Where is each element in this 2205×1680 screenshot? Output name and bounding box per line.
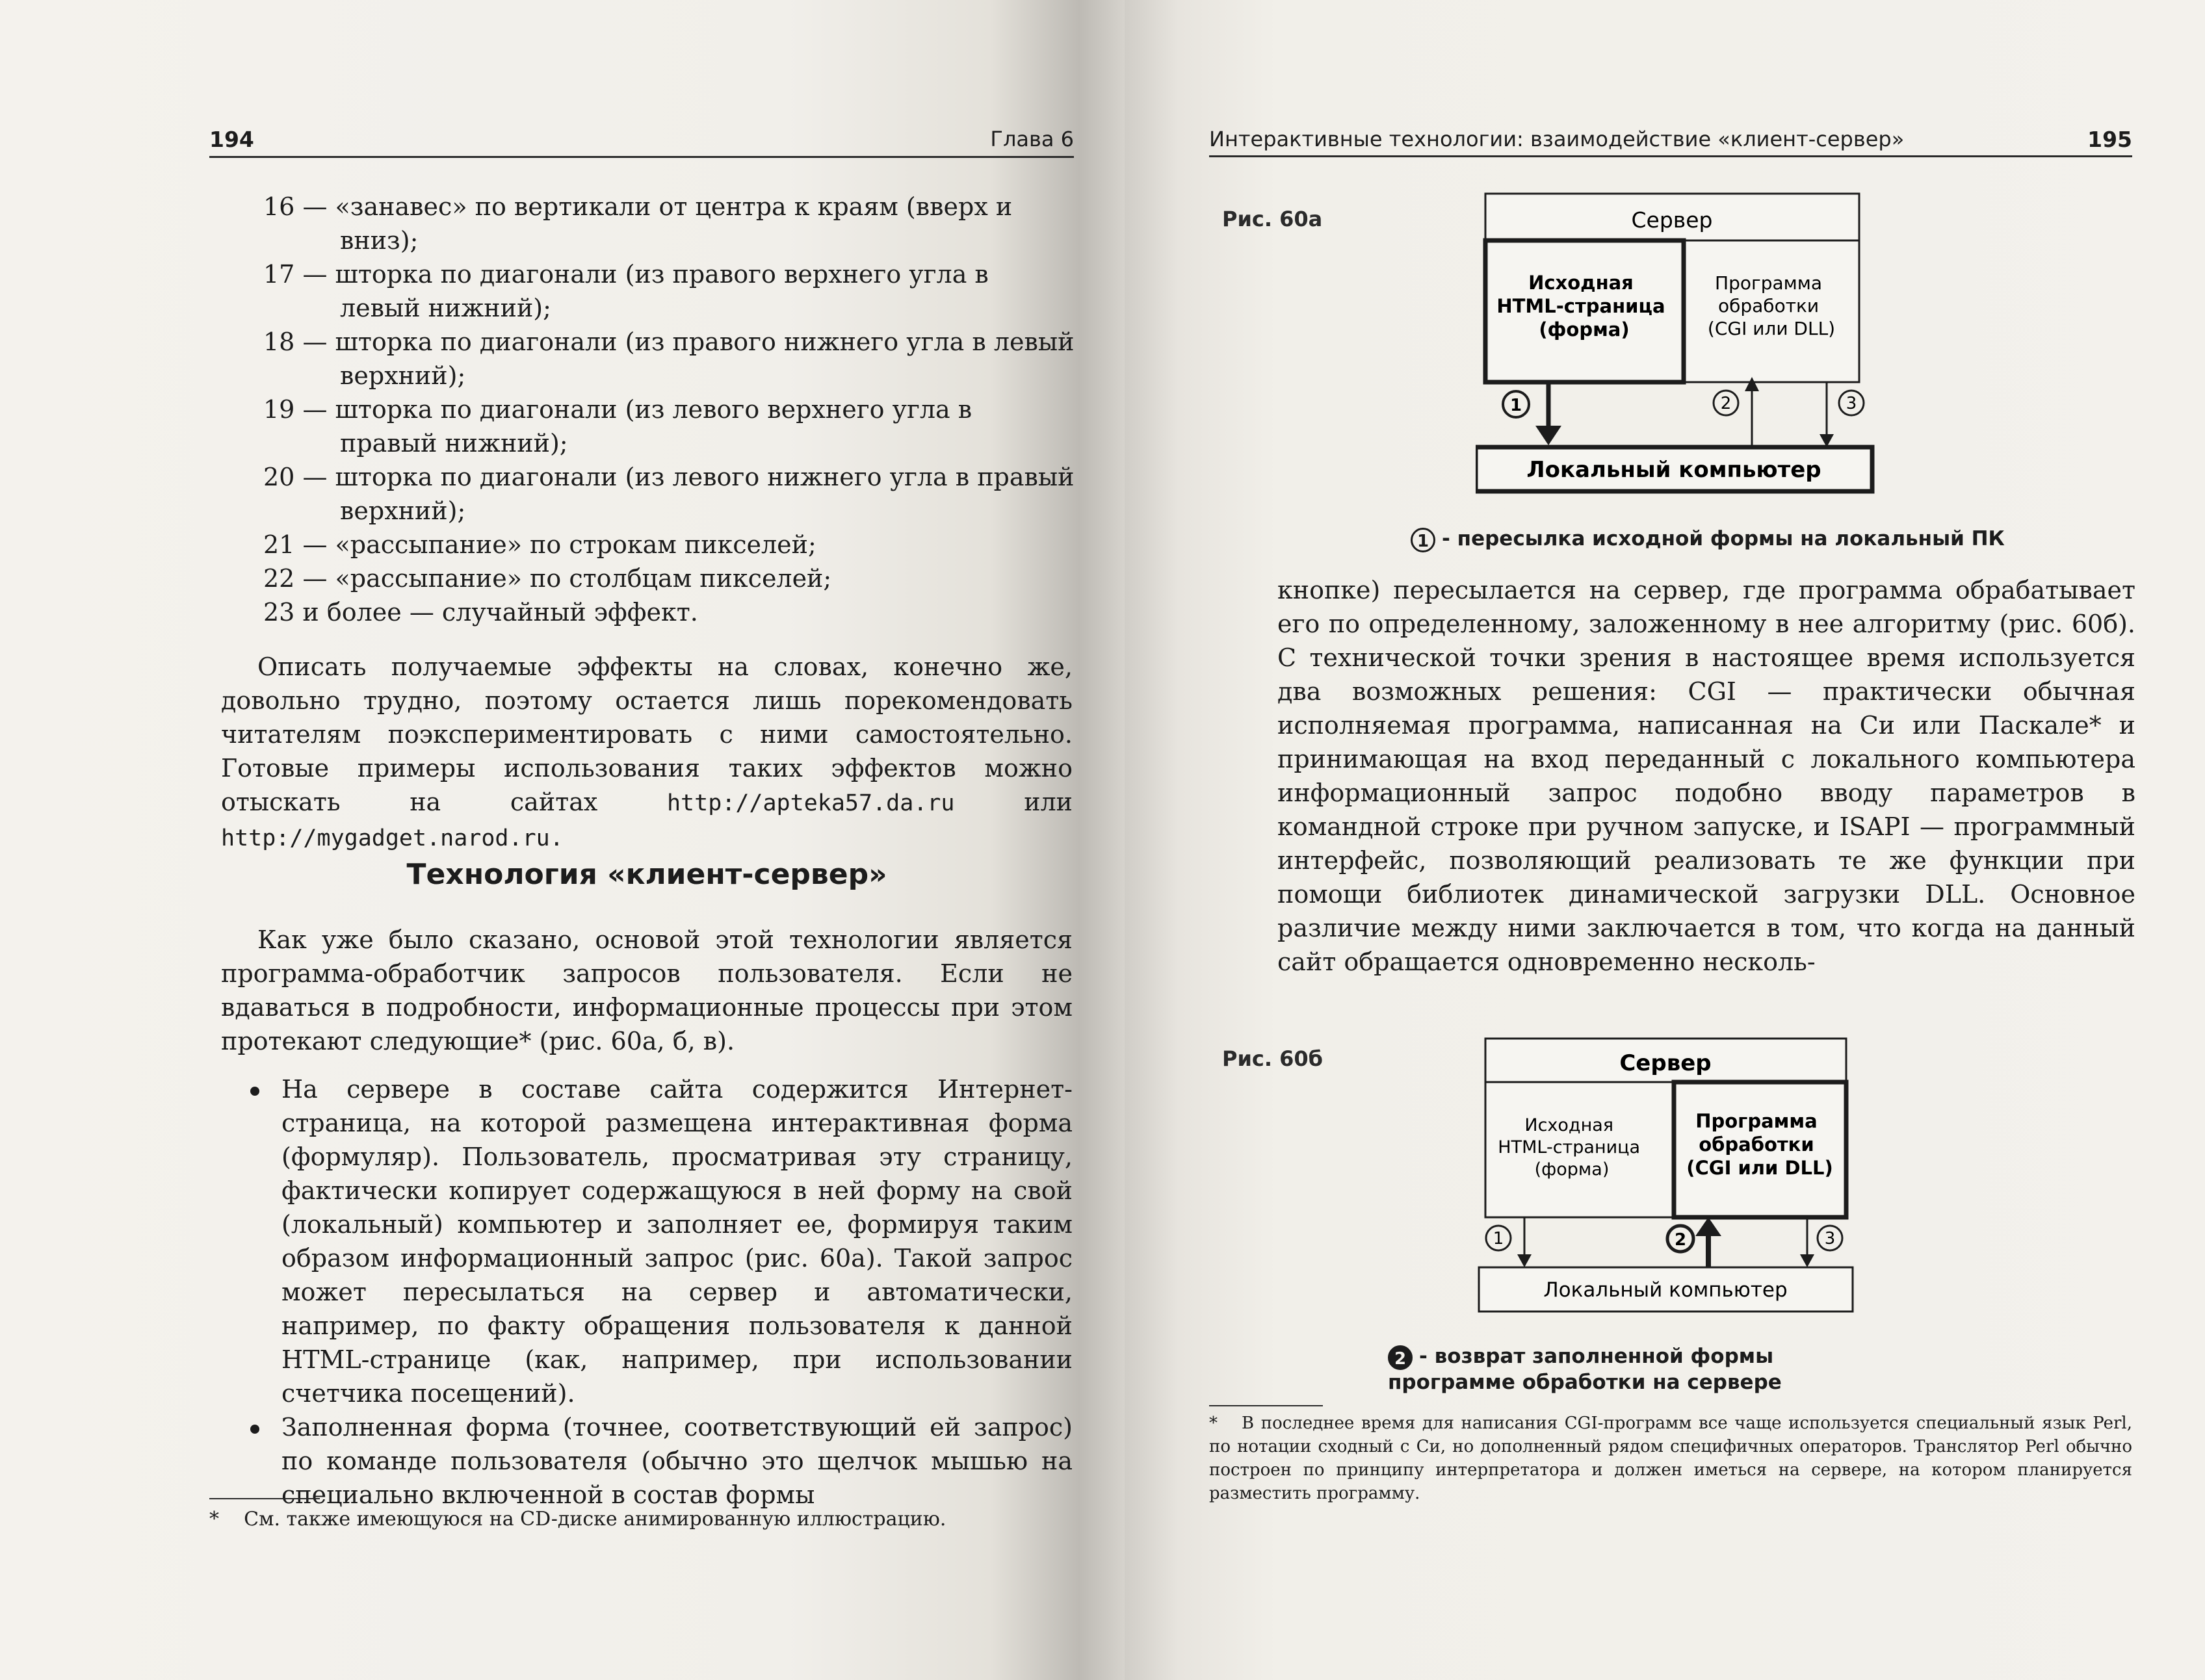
list-item: 21 — «рассыпание» по строкам пикселей; — [263, 530, 816, 559]
right-footnote: * В последнее время для написания CGI-программ все чаще используется специальный язык Perl, по нотации сходный с Си, но дополненный рядом специфичных операторов. Транслятор Perl обычно построен по принципу интерпретатора и должен иметься на сервере, на котором планируется разместить программу. — [1209, 1414, 2132, 1503]
bullet-item: Заполненная форма (точнее, соответствующий ей запрос) по команде пользователя (обычно это щелчок мышью на специально включенной в состав формы — [244, 1410, 1073, 1512]
effects-paragraph: Описать получаемые эффекты на словах, конечно же, довольно трудно, поэтому остается лишь порекомендовать читателям поэкспериментировать с ними самостоятельно. Готовые примеры использования таких эффектов можно отыскать на сайтах http://apteka57.da.ru или http://mygadget.narod.ru. — [221, 653, 1073, 851]
figure-60b-caption: 2 - возврат заполненной формы программе обработки на сервере — [1388, 1345, 1782, 1394]
list-item: 17 — шторка по диагонали (из правого верхнего угла в левый нижний); — [263, 260, 989, 322]
step-2-badge: 2 — [1720, 394, 1732, 413]
link-mygadget[interactable]: http://mygadget.narod.ru. — [221, 825, 564, 851]
right-chapter-title: Интерактивные технологии: взаимодействие «клиент-сервер» — [1209, 127, 1905, 151]
list-item: 16 — «занавес» по вертикали от центра к краям (вверх и вниз); — [263, 192, 1013, 255]
left-footnote: * См. также имеющуюся на CD-диске анимированную иллюстрацию. — [209, 1508, 946, 1531]
html-page-label: Исходная HTML-страница (форма) — [1496, 272, 1665, 341]
arrow-up-icon — [1695, 1217, 1721, 1236]
footnote-rule — [1209, 1405, 1323, 1406]
list-item: 23 и более — случайный эффект. — [263, 598, 698, 627]
arrow-down-icon — [1535, 426, 1561, 445]
bullet-item: На сервере в составе сайта содержится Интернет-страница, на которой размещена интерактивная форма (формуляр). Пользователь, просматривая эту страницу, фактически копирует содержащуюся в ней форму на свой (локальный) компьютер и заполняет ее, формируя таким образом информационный запрос (рис. 60а). Такой запрос может пересылаться на сервер и автоматически, например, по факту обращения пользователя к данной HTML-странице (как, например, при использовании счетчика посещений). — [244, 1072, 1073, 1410]
step-2-icon: 2 — [1388, 1345, 1413, 1370]
link-apteka[interactable]: http://apteka57.da.ru — [666, 790, 955, 816]
right-page — [1125, 0, 2205, 1680]
list-item: 19 — шторка по диагонали (из левого верхнего угла в правый нижний); — [263, 395, 972, 458]
step-1-icon: 1 — [1411, 528, 1435, 552]
list-item: 20 — шторка по диагонали (из левого нижнего угла в правый верхний); — [263, 463, 1075, 525]
step-3-badge: 3 — [1846, 394, 1857, 413]
figure-60a-label: Рис. 60а — [1222, 207, 1323, 231]
left-running-head — [209, 127, 1074, 158]
left-page-number: 194 — [209, 127, 254, 152]
server-label: Сервер — [1631, 207, 1713, 233]
right-body-text: кнопке) пересылается на сервер, где программа обрабатывает его по определенному, заложенному в нее алгоритму (рис. 60б). С технической точки зрения в настоящее время используется два возможных решения: CGI — практически обычная исполняемая программа, написанная на Си или Паскале* и принимающая на вход переданный с локального компьютера информационный запрос подобно вводу параметров в командной строке при ручном запуске, и ISAPI — программный интерфейс, позволяющий реализовать те же функции при помощи библиотек динамической загрузки DLL. Основное различие между ними заключается в том, что когда на данный сайт обращается одновременно несколь- — [1277, 576, 2135, 976]
figure-60a-diagram — [1476, 188, 1918, 494]
figure-60b-diagram — [1476, 1033, 1866, 1319]
local-pc-label: Локальный компьютер — [1543, 1278, 1788, 1302]
effect-list — [263, 190, 1076, 629]
server-label: Сервер — [1619, 1050, 1712, 1076]
section-title: Технология «клиент-сервер» — [406, 858, 887, 891]
list-item: 22 — «рассыпание» по столбцам пикселей; — [263, 564, 832, 593]
figure-60a-caption: 1 - пересылка исходной формы на локальный ПК — [1411, 526, 2158, 552]
left-chapter-title: Глава 6 — [990, 127, 1074, 151]
html-page-label: Исходная HTML-страница (форма) — [1498, 1115, 1641, 1180]
process-bullets — [244, 1072, 1073, 1512]
program-label: Программа обработки (CGI или DLL) — [1686, 1110, 1833, 1179]
list-item: 18 — шторка по диагонали (из правого нижнего угла в левый верхний); — [263, 328, 1075, 390]
right-page-number: 195 — [2087, 127, 2132, 152]
arrow-down-icon — [1800, 1254, 1814, 1267]
figure-60b-label: Рис. 60б — [1222, 1046, 1324, 1071]
local-pc-label: Локальный компьютер — [1526, 457, 1821, 483]
footnote-rule — [209, 1498, 320, 1499]
program-label: Программа обработки (CGI или DLL) — [1707, 272, 1836, 339]
bullet-icon — [250, 1087, 259, 1096]
step-1-badge: 1 — [1493, 1229, 1504, 1248]
arrow-down-icon — [1517, 1254, 1532, 1267]
step-2-badge: 2 — [1674, 1230, 1687, 1250]
step-1-badge: 1 — [1509, 396, 1522, 415]
client-server-paragraph: Как уже было сказано, основой этой технологии является программа-обработчик запросов пользователя. Если не вдаваться в подробности, информационные процессы при этом протекают следующие* (рис. 60а, б, в). — [221, 925, 1073, 1055]
bullet-icon — [250, 1425, 259, 1434]
step-3-badge: 3 — [1824, 1229, 1836, 1248]
right-running-head — [1209, 127, 2132, 157]
